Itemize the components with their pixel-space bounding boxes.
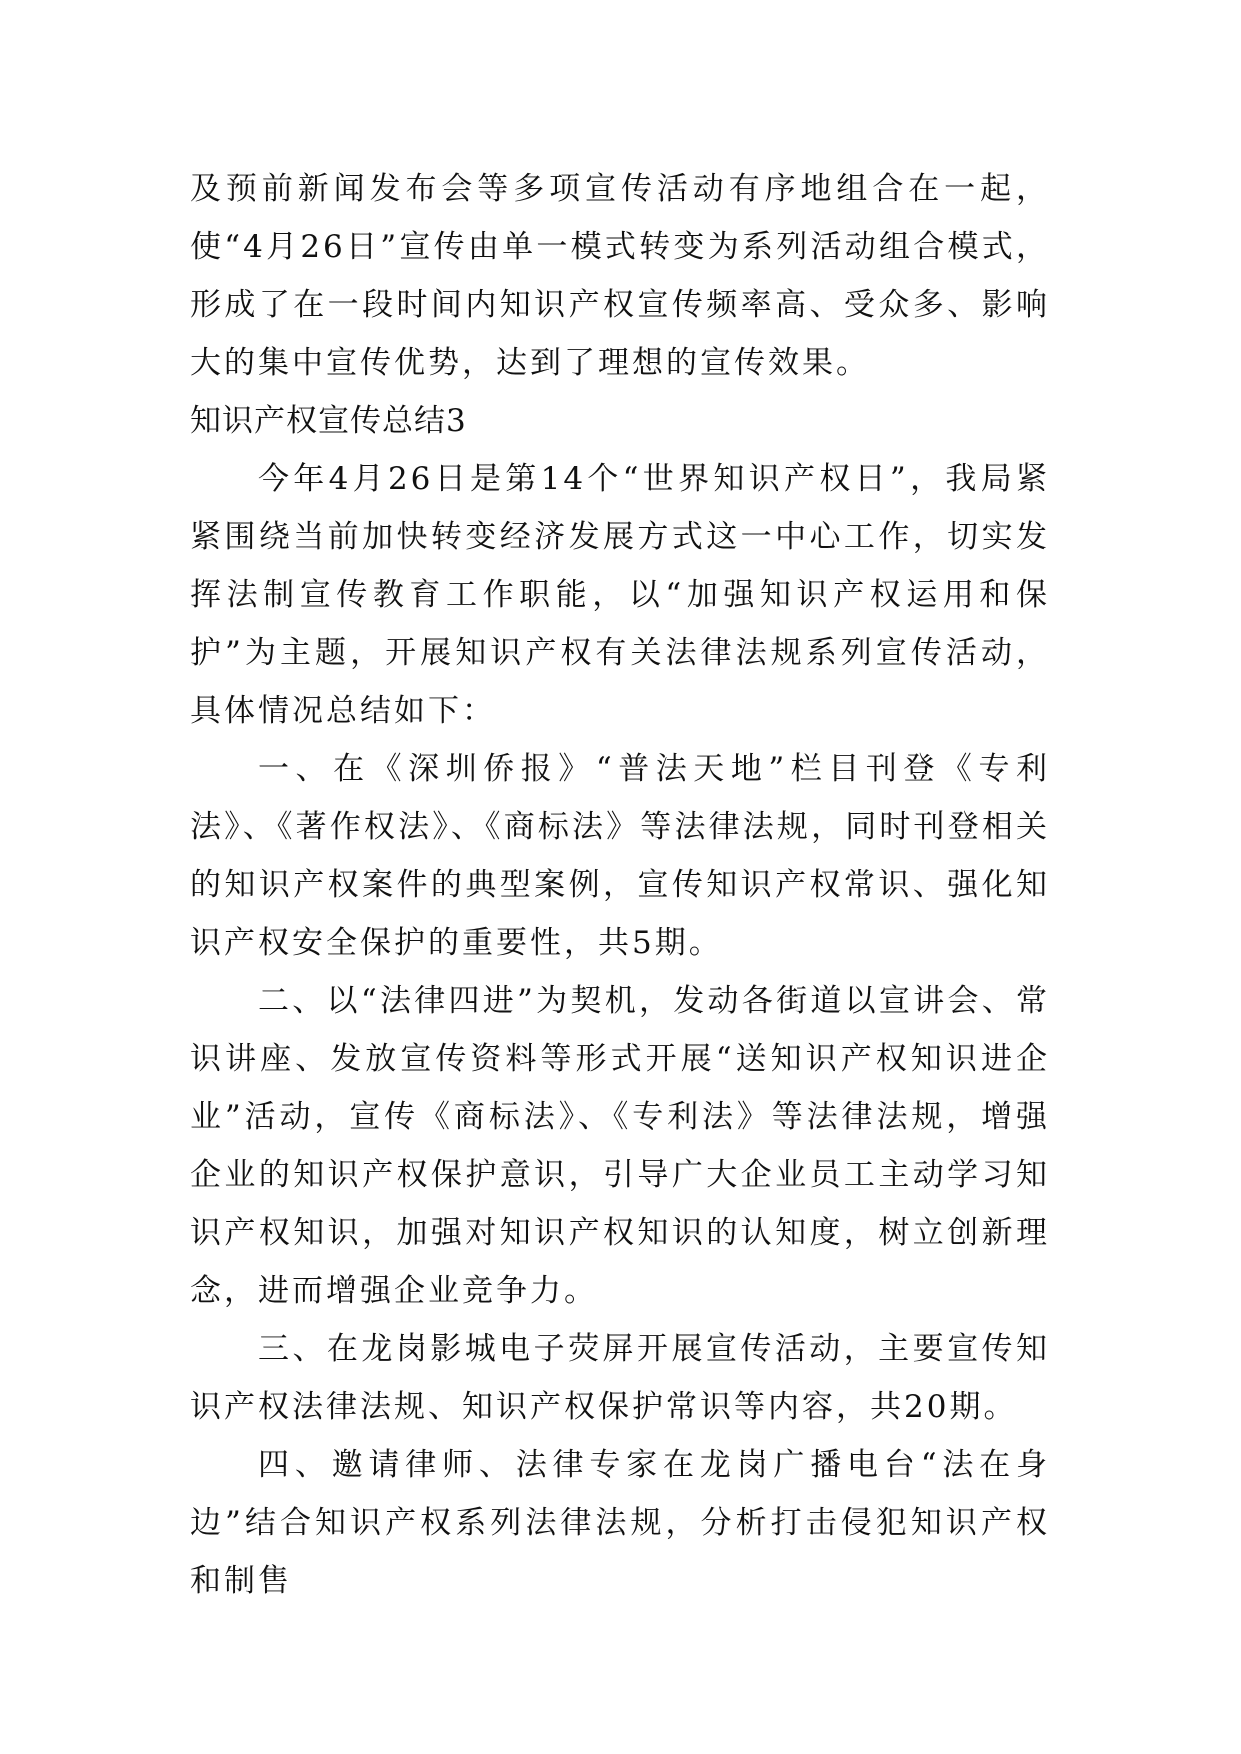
paragraph-item-1: 一、在《深圳侨报》“普法天地”栏目刊登《专利法》、《著作权法》、《商标法》等法律法规，同时刊登相关的知识产权案件的典型案例，宣传知识产权常识、强化知识产权安全保护的重要性，共5期。 — [190, 751, 1050, 961]
section-heading: 知识产权宣传总结3 — [190, 403, 467, 439]
document-body — [190, 160, 1050, 1610]
paragraph-intro: 今年4月26日是第14个“世界知识产权日”，我局紧紧围绕当前加快转变经济发展方式这一中心工作，切实发挥法制宣传教育工作职能，以“加强知识产权运用和保护”为主题，开展知识产权有关法律法规系列宣传活动，具体情况总结如下： — [190, 461, 1050, 729]
paragraph-item-3: 三、在龙岗影城电子荧屏开展宣传活动，主要宣传知识产权法律法规、知识产权保护常识等内容，共20期。 — [190, 1331, 1050, 1425]
paragraph-item-4: 四、邀请律师、法律专家在龙岗广播电台“法在身边”结合知识产权系列法律法规，分析打击侵犯知识产权和制售 — [190, 1447, 1050, 1599]
paragraph-continuation: 及预前新闻发布会等多项宣传活动有序地组合在一起，使“4月26日”宣传由单一模式转变为系列活动组合模式，形成了在一段时间内知识产权宣传频率高、受众多、影响大的集中宣传优势，达到了理想的宣传效果。 — [190, 171, 1050, 381]
paragraph-item-2: 二、以“法律四进”为契机，发动各街道以宣讲会、常识讲座、发放宣传资料等形式开展“送知识产权知识进企业”活动，宣传《商标法》、《专利法》等法律法规，增强企业的知识产权保护意识，引导广大企业员工主动学习知识产权知识，加强对知识产权知识的认知度，树立创新理念，进而增强企业竞争力。 — [190, 983, 1050, 1309]
